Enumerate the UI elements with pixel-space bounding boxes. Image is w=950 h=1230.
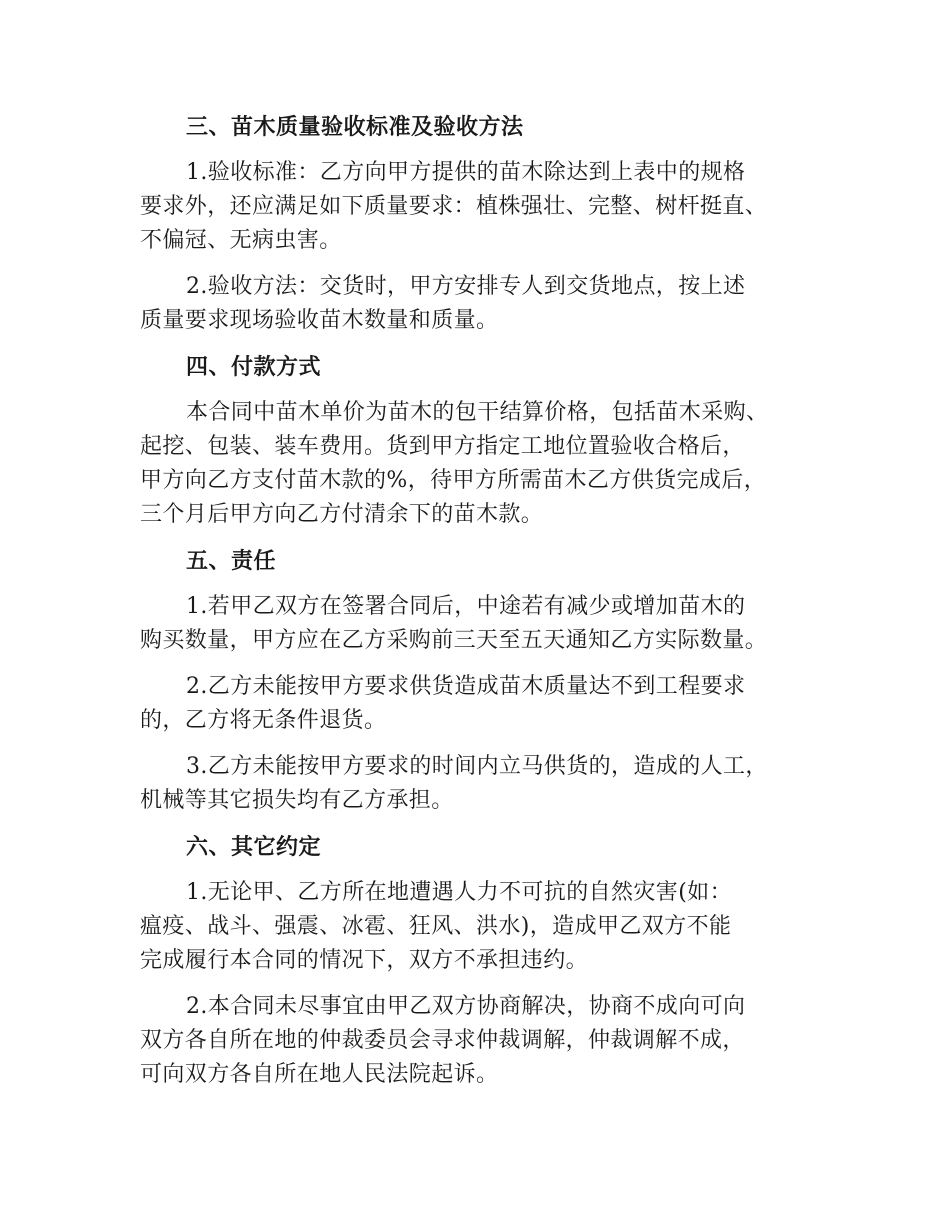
section-heading: 五、责任 (186, 549, 277, 574)
text-line: 甲方向乙方支付苗木款的%，待甲方所需苗木乙方供货完成后， (140, 468, 767, 493)
paragraph (140, 750, 830, 818)
text-line: 2.本合同未尽事宜由甲乙双方协商解决，协商不成向可向 (186, 994, 746, 1019)
text-line: 不偏冠、无病虫害。 (140, 228, 342, 253)
section-heading: 三、苗木质量验收标准及验收方法 (186, 115, 524, 140)
paragraph (140, 876, 830, 978)
text-line: 质量要求现场验收苗木数量和质量。 (140, 308, 499, 333)
paragraph (140, 156, 830, 258)
text-line: 2.验收方法：交货时，甲方安排专人到交货地点，按上述 (186, 274, 746, 299)
text-line: 1.验收标准：乙方向甲方提供的苗木除达到上表中的规格 (186, 160, 746, 185)
section-heading: 六、其它约定 (186, 835, 322, 860)
paragraph (140, 670, 830, 738)
paragraph (140, 396, 830, 532)
text-line: 2.乙方未能按甲方要求供货造成苗木质量达不到工程要求 (186, 674, 746, 699)
text-line: 机械等其它损失均有乙方承担。 (140, 788, 454, 813)
text-line: 购买数量，甲方应在乙方采购前三天至五天通知乙方实际数量。 (140, 628, 768, 653)
section-heading: 四、付款方式 (186, 355, 322, 380)
text-line: 的，乙方将无条件退货。 (140, 708, 387, 733)
text-line: 1.无论甲、乙方所在地遭遇人力不可抗的自然灾害(如： (186, 880, 732, 905)
text-line: 完成履行本合同的情况下，双方不承担违约。 (140, 948, 589, 973)
text-line: 要求外，还应满足如下质量要求：植株强壮、完整、树杆挺直、 (140, 194, 768, 219)
paragraph (140, 990, 830, 1092)
text-line: 可向双方各自所在地人民法院起诉。 (140, 1062, 499, 1087)
text-line: 瘟疫、战斗、强震、冰雹、狂风、洪水)，造成甲乙双方不能 (140, 914, 732, 939)
paragraph (140, 590, 830, 658)
text-line: 本合同中苗木单价为苗木的包干结算价格，包括苗木采购、 (186, 400, 769, 425)
paragraph (140, 270, 830, 338)
text-line: 1.若甲乙双方在签署合同后，中途若有减少或增加苗木的 (186, 594, 746, 619)
text-line: 3.乙方未能按甲方要求的时间内立马供货的，造成的人工， (186, 754, 768, 779)
document-page (140, 110, 830, 1092)
text-line: 三个月后甲方向乙方付清余下的苗木款。 (140, 502, 544, 527)
text-line: 双方各自所在地的仲裁委员会寻求仲裁调解，仲裁调解不成， (140, 1028, 745, 1053)
text-line: 起挖、包装、装车费用。货到甲方指定工地位置验收合格后， (140, 434, 745, 459)
